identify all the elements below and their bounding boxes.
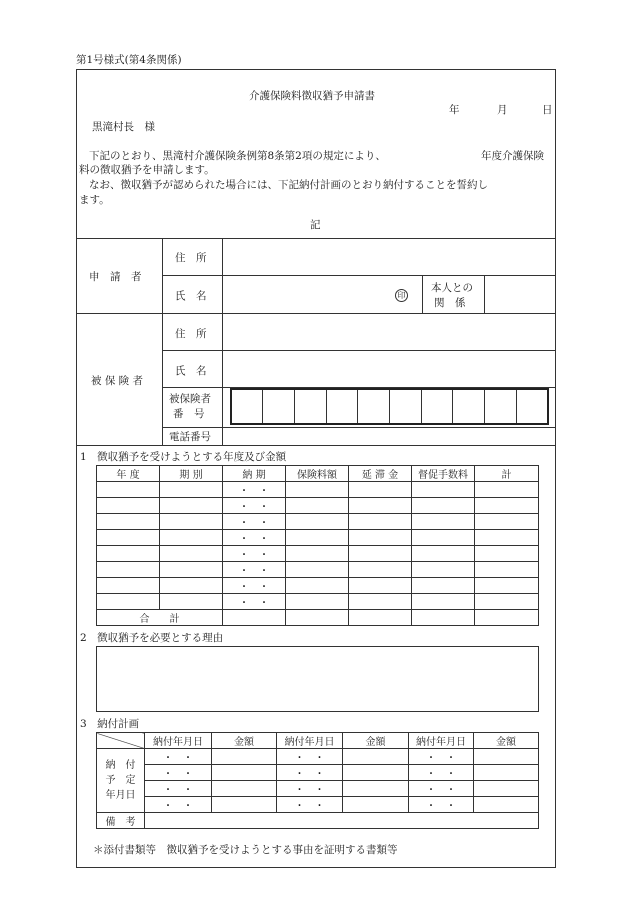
header-pay-date-2: 納付年月日 [277,733,343,749]
insured-name-label: 氏 名 [175,365,207,377]
remarks-field[interactable] [145,813,539,829]
addressee: 黒滝村長 様 [92,121,155,133]
digit-box[interactable] [263,389,295,424]
amount-table-cell[interactable] [97,498,160,514]
due-date-cell[interactable]: ・ ・ [223,562,286,578]
amount-table-cell[interactable] [475,482,539,498]
amount-row [97,530,539,546]
amount-cell[interactable] [212,765,277,781]
amount-table-cell[interactable] [475,530,539,546]
pay-date-cell[interactable]: ・ ・ [409,749,474,765]
header-period: 期 別 [160,466,223,482]
amount-table-cell[interactable] [97,514,160,530]
amount-table-cell[interactable] [160,514,223,530]
amount-table-cell[interactable] [412,562,475,578]
pay-date-cell[interactable]: ・ ・ [409,797,474,813]
amount-table-cell[interactable] [286,594,349,610]
form-label: 第1号様式(第4条関係) [76,54,182,66]
amount-cell[interactable] [474,797,539,813]
amount-table-cell[interactable] [97,482,160,498]
total-label: 合 計 [97,610,223,626]
amount-table-cell[interactable] [475,562,539,578]
attachment-note: ＊添付書類等 徴収猶予を受けようとする事由を証明する書類等 [93,844,398,856]
row-label-1: 納 付 [105,760,136,771]
amount-cell[interactable] [474,749,539,765]
body-line-1: 下記のとおり、黒滝村介護保険条例第8条第2項の規定により、 [89,150,386,162]
digit-box[interactable] [358,389,390,424]
amount-cell[interactable] [343,797,409,813]
due-date-cell[interactable]: ・ ・ [223,514,286,530]
section3-title: 3 納付計画 [80,718,140,730]
section2-title: 2 徴収猶予を必要とする理由 [80,632,224,644]
body-line-2: 料の徴収猶予を申請します。 [79,164,215,176]
pay-date-cell[interactable]: ・ ・ [409,765,474,781]
amount-table-cell[interactable] [412,514,475,530]
payment-plan-table [96,732,539,829]
date-year: 年 [449,104,460,116]
total-cell[interactable] [475,610,539,626]
amount-table-cell[interactable] [349,514,412,530]
digit-box[interactable] [231,389,263,424]
digit-box[interactable] [516,389,548,424]
applicant-name-label: 氏 名 [175,290,207,302]
relation-label-2: 関 係 [434,297,466,309]
amount-table-cell[interactable] [349,546,412,562]
amount-cell[interactable] [343,781,409,797]
diagonal-cell [97,733,145,749]
application-form [76,69,556,868]
total-cell[interactable] [286,610,349,626]
digit-box[interactable] [294,389,326,424]
amount-table-cell[interactable] [286,562,349,578]
amount-cell[interactable] [212,781,277,797]
due-date-cell[interactable]: ・ ・ [223,530,286,546]
reason-textbox[interactable] [96,646,539,712]
amount-cell[interactable] [474,765,539,781]
amount-table-cell[interactable] [475,594,539,610]
amount-table-cell[interactable] [160,546,223,562]
amount-table-cell[interactable] [160,530,223,546]
digit-box[interactable] [326,389,358,424]
amount-table-cell[interactable] [97,530,160,546]
pay-date-cell[interactable]: ・ ・ [145,765,212,781]
amount-table-cell[interactable] [160,562,223,578]
amount-row [97,578,539,594]
amount-row [97,594,539,610]
due-date-cell[interactable]: ・ ・ [223,578,286,594]
row-label-3: 年月日 [105,790,136,801]
digit-box[interactable] [453,389,485,424]
amount-table-cell[interactable] [160,482,223,498]
amount-table-cell[interactable] [349,578,412,594]
header-amount-3: 金額 [474,733,539,749]
header-premium: 保険料額 [286,466,349,482]
insured-number-label-2: 番 号 [173,408,205,420]
seal-mark: 印 [395,289,408,302]
remarks-label: 備 考 [97,813,145,829]
applicant-label: 申 請 者 [89,271,142,283]
amount-table-cell[interactable] [160,594,223,610]
amount-cell[interactable] [212,797,277,813]
amount-table-cell[interactable] [97,578,160,594]
amount-row [97,546,539,562]
pay-date-cell[interactable]: ・ ・ [145,781,212,797]
amount-table-cell[interactable] [349,482,412,498]
amount-cell[interactable] [343,749,409,765]
due-date-cell[interactable]: ・ ・ [223,482,286,498]
amount-table-cell[interactable] [475,546,539,562]
amount-table-cell[interactable] [412,578,475,594]
amount-table-cell[interactable] [412,546,475,562]
amount-table-cell[interactable] [412,498,475,514]
amount-cell[interactable] [343,765,409,781]
date-month: 月 [497,104,508,116]
amount-table-cell[interactable] [475,578,539,594]
amount-row [97,562,539,578]
due-date-cell[interactable]: ・ ・ [223,546,286,562]
total-cell[interactable] [349,610,412,626]
amount-table-cell[interactable] [160,578,223,594]
header-year: 年 度 [97,466,160,482]
form-title: 介護保険料徴収猶予申請書 [249,90,375,102]
pay-date-cell[interactable]: ・ ・ [145,797,212,813]
amount-table-cell[interactable] [412,482,475,498]
amount-table-cell[interactable] [349,562,412,578]
ki-label: 記 [310,219,321,231]
amount-table-cell[interactable] [160,498,223,514]
relation-label-1: 本人との [431,282,473,294]
amount-table-cell[interactable] [286,578,349,594]
insured-label: 被 保 険 者 [91,375,144,387]
total-cell[interactable] [412,610,475,626]
amount-cell[interactable] [474,781,539,797]
header-amount-2: 金額 [343,733,409,749]
digit-box[interactable] [485,389,517,424]
row-label-2: 予 定 [105,775,136,786]
digit-box[interactable] [421,389,453,424]
amount-cell[interactable] [212,749,277,765]
amount-table-cell[interactable] [286,498,349,514]
amount-table-cell[interactable] [475,498,539,514]
section1-title: 1 徴収猶予を受けようとする年度及び金額 [80,451,287,463]
insured-address-label: 住 所 [175,328,207,340]
insured-number-label-1: 被保険者 [169,393,211,405]
amount-table-cell[interactable] [349,498,412,514]
amount-table-cell[interactable] [286,514,349,530]
body-line-4: ます。 [79,194,110,206]
header-total: 計 [475,466,539,482]
total-cell[interactable] [223,610,286,626]
pay-date-cell[interactable]: ・ ・ [145,749,212,765]
planned-date-label [97,749,145,813]
amount-table-cell[interactable] [349,594,412,610]
due-date-cell[interactable]: ・ ・ [223,498,286,514]
pay-date-cell[interactable]: ・ ・ [277,749,343,765]
header-pay-date-3: 納付年月日 [409,733,474,749]
amount-table-cell[interactable] [475,514,539,530]
pay-date-cell[interactable]: ・ ・ [277,765,343,781]
due-date-cell[interactable]: ・ ・ [223,594,286,610]
pay-date-cell[interactable]: ・ ・ [277,781,343,797]
insured-number-boxes[interactable] [230,388,549,425]
date-day: 日 [542,104,553,116]
amount-row [97,482,539,498]
header-due: 納 期 [223,466,286,482]
amount-table-cell[interactable] [97,562,160,578]
amount-table-cell[interactable] [286,530,349,546]
amount-table-cell[interactable] [97,546,160,562]
amount-row [97,498,539,514]
amount-row [97,514,539,530]
pay-date-cell[interactable]: ・ ・ [277,797,343,813]
header-amount-1: 金額 [212,733,277,749]
amount-table-cell[interactable] [97,594,160,610]
phone-label: 電話番号 [169,431,211,443]
header-late-fee: 延 滞 金 [349,466,412,482]
header-reminder-fee: 督促手数料 [412,466,475,482]
amount-table-cell[interactable] [286,482,349,498]
amount-table-cell[interactable] [286,546,349,562]
body-line-1-post: 年度介護保険 [481,150,544,162]
amount-table-cell[interactable] [349,530,412,546]
amount-table-cell[interactable] [412,594,475,610]
digit-box[interactable] [389,389,421,424]
amount-table-cell[interactable] [412,530,475,546]
amount-table [96,465,539,626]
applicant-address-label: 住 所 [175,252,207,264]
header-pay-date-1: 納付年月日 [145,733,212,749]
pay-date-cell[interactable]: ・ ・ [409,781,474,797]
body-line-3: なお、徴収猶予が認められた場合には、下記納付計画のとおり納付することを誓約し [89,179,488,191]
